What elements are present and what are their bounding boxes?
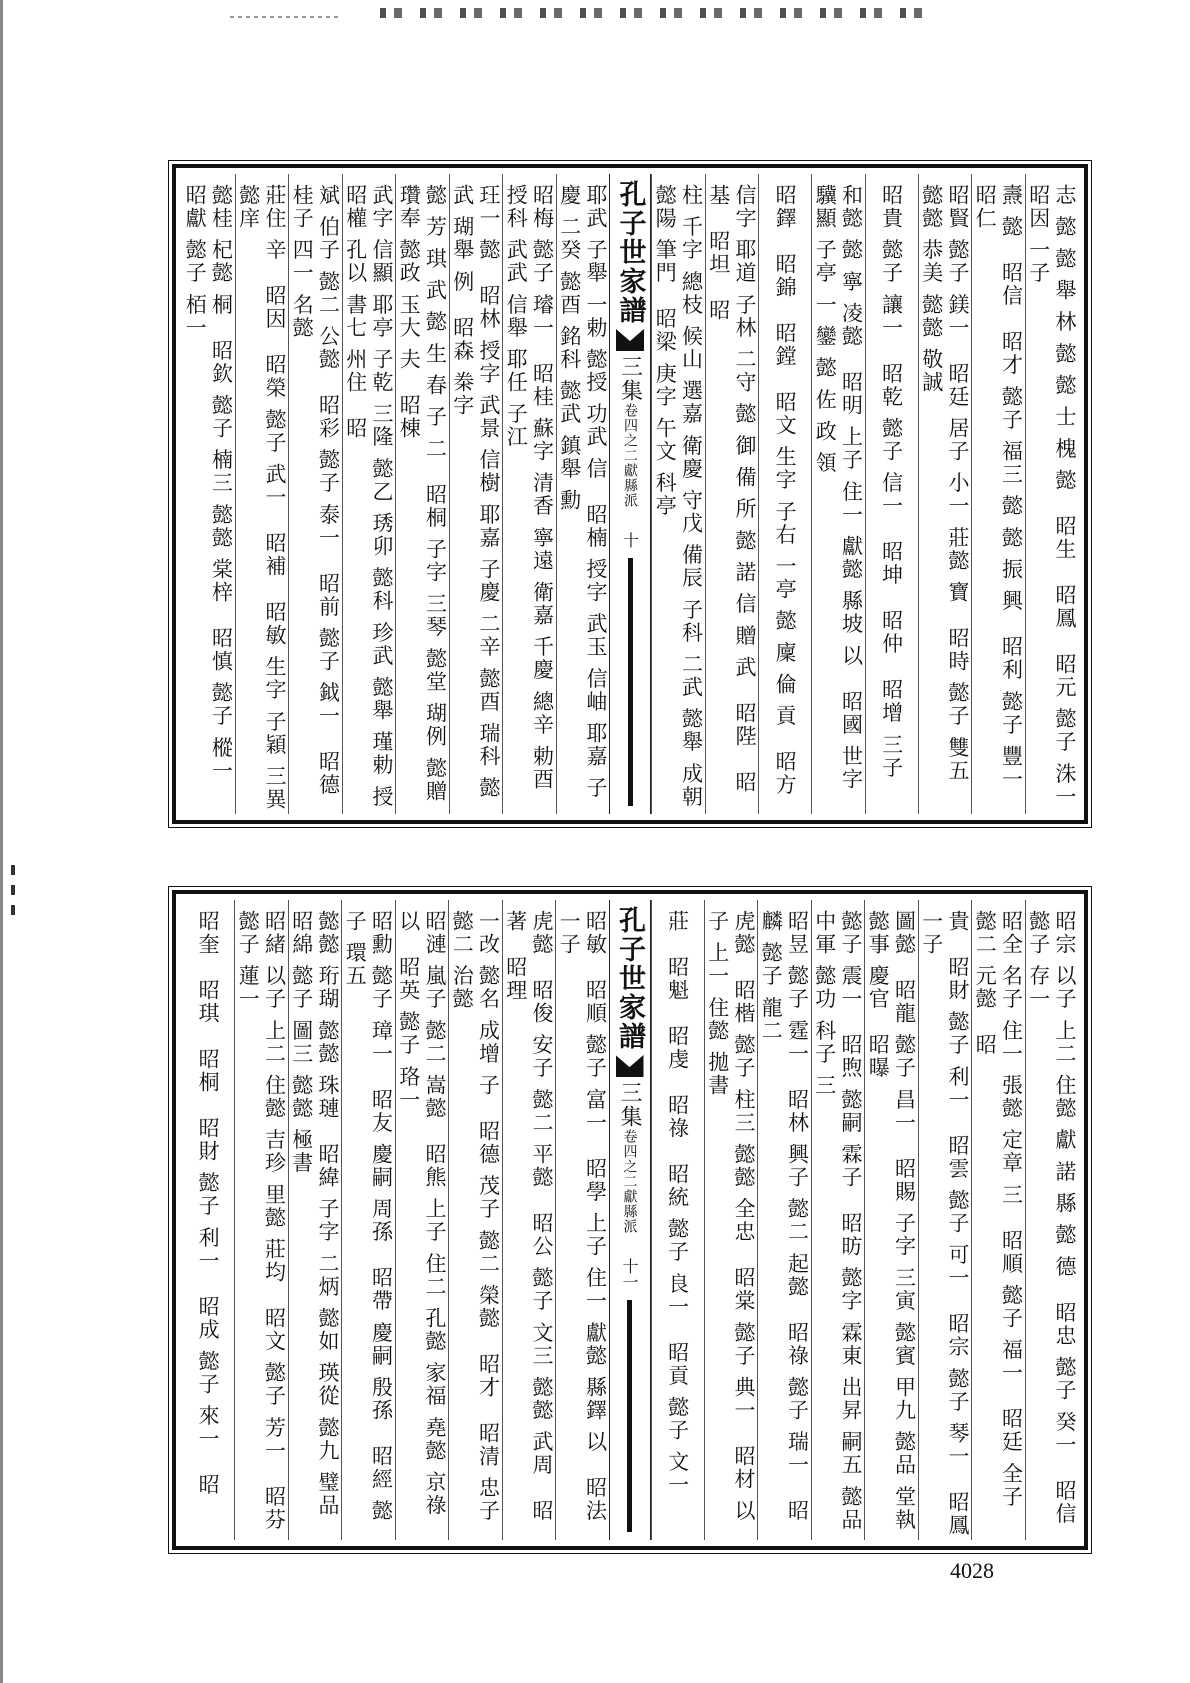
book-title: 孔子世家譜 [614, 906, 645, 1051]
page-number: 4028 [950, 1558, 994, 1583]
column: 一改 懿名 成增 子 昭德 茂子 懿二 榮懿 昭才 昭清 忠子 懿二 治懿 [448, 900, 502, 1540]
column: 昭勳 懿子 璋一 昭友 慶嗣 周孫 昭帶 慶嗣 殷孫 昭經 懿子 環五 [341, 900, 395, 1540]
branch-label: 獻縣派 [622, 463, 638, 508]
column: 昭鐸 昭錦 昭鏜 昭文 生字 子右 一亭 懿 廩 倫 貢 昭方 [758, 174, 811, 814]
column: 昭宗 以子 上二 住懿 獻 諾 縣 懿 德 昭忠 懿子 癸一 昭信 懿子 存一 [1025, 900, 1079, 1540]
column: 圖懿 昭龍 懿子 昌一 昭賜 子字 三寅 懿賓 甲九 懿品 堂執 懿事 慶官 昭曝 [864, 900, 918, 1540]
column: 昭梅 懿子 璿一 昭桂 蘇字 清香 寧遠 衛嘉 千慶 總辛 勅酉 授科 武武 信舉 耶任 子江 [502, 174, 556, 814]
column: 志 懿 懿 舉 林 懿 懿 士 槐 懿 昭生 昭鳳 昭元 懿子 洙一 昭因 一子 [1025, 174, 1079, 814]
column: 昭敏 昭順 懿子 富一 昭學 上子 住一 獻懿 縣鐸 以 昭法 一子 [555, 900, 609, 1540]
column: 昭貴 懿子 讓一 昭乾 懿子 信一 昭坤 昭仲 昭增 三子 [865, 174, 918, 814]
genealogy-page-bottom [172, 890, 1088, 1550]
columns-top [182, 174, 1078, 832]
scan-artifact-top [380, 8, 940, 18]
column: 玨一 懿 昭林 授字 武景 信樹 耶嘉 子慶 二辛 懿酉 瑞科 懿武 瑚舉 例 昭森 桊字 [449, 174, 503, 814]
column: 斌 伯子 懿二 公懿 昭彩 懿子 泰一 昭前 懿子 鉞一 昭德 桂子 四一 名懿 [288, 174, 342, 814]
column: 燾 懿 昭信 昭才 懿子 福三 懿 懿 振 興 昭利 懿子 豐一 昭仁 [971, 174, 1025, 814]
column: 武字 信顯 耶亭 子乾 三隆 懿乙 琇卯 懿科 珍武 懿舉 瑾勅 授 昭權 孔以 書七 州住 昭 [342, 174, 396, 814]
side-binding-mark [10, 865, 16, 919]
column: 和懿 懿 寧 凌懿 昭明 上子 住一 獻懿 縣坡 以 昭國 世字 驥顯 子亭 一 鑾 懿 佐 政 領 [811, 174, 865, 814]
column: 昭奎 昭琪 昭桐 昭財 懿子 利一 昭成 懿子 來一 昭 [196, 910, 221, 1497]
scan-artifact-dash [230, 16, 340, 18]
column: 懿子 震一 昭煦 懿嗣 霖子 昭昉 懿字 霖東 出昇 嗣五 懿品 中軍 懿功 科子 三 [811, 900, 865, 1540]
leaf-number: 十 [620, 532, 640, 548]
center-bar [628, 558, 633, 806]
column: 耶武 子舉 一勅 懿授 功武 信 昭楠 授字 武玉 信岫 耶嘉 子慶 二癸 懿酉 銘科 懿武 鎮舉 勳 [556, 174, 610, 814]
book-title: 孔子世家譜 [614, 180, 646, 325]
columns-bottom [182, 900, 1078, 1546]
center-bar [627, 1300, 632, 1532]
column: 虎懿 昭俊 安子 懿二 平懿 昭公 懿子 文三 懿懿 武周 昭著 昭理 [502, 900, 556, 1540]
column: 虎懿 昭楷 懿子 柱三 懿懿 全忠 昭棠 懿子 典一 昭材 以子 上一 住懿 拋書 [704, 900, 758, 1540]
column: 昭緒 以子 上二 住懿 吉珍 里懿 莊均 昭文 懿子 芳一 昭芬 懿子 蓮一 [234, 900, 288, 1540]
column: 昭賢 懿子 鎂一 昭廷 居子 小一 莊懿 寶 昭時 懿子 雙五 懿懿 恭美 懿懿 敬誠 [918, 174, 972, 814]
center-title-strip [609, 174, 651, 814]
column: 懿桂 杞懿 桐 昭欽 懿子 楠三 懿懿 棠梓 昭慎 懿子 樅一 昭獻 懿子 栢一 [183, 184, 234, 806]
volume-label: 卷四之二 [622, 403, 638, 463]
volume-label: 卷四之二 [621, 1129, 638, 1189]
column: 柱 千字 總枝 候山 選嘉 衛慶 守戊 備辰 子科 二武 懿舉 成朝 懿陽 筆門 昭梁 庚字 午文 科亭 [651, 174, 705, 814]
fish-tail-mark [616, 1055, 644, 1077]
leaf-number: 十一 [620, 1258, 639, 1290]
column: 懿懿 珩瑚 懿懿 珠璉 昭緯 子字 二炳 懿如 瑛從 懿九 璧品 昭綿 懿子 圖三 懿懿 極書 [288, 900, 342, 1540]
collection-label: 三集 [617, 355, 643, 403]
branch-label: 獻縣派 [621, 1189, 638, 1234]
center-title-strip [609, 900, 651, 1540]
column: 信字 耶道 子林 二守 懿 御 備 所 懿 諾 信 贈 武 昭陛 昭基 昭坦 昭 [705, 174, 759, 814]
column: 貴 昭財 懿子 利一 昭雲 懿子 可一 昭宗 懿子 琴一 昭鳳 一子 [918, 900, 972, 1540]
column: 昭昱 懿子 霆一 昭林 興子 懿二 起懿 昭祿 懿子 瑞一 昭麟 懿子 龍二 [757, 900, 811, 1540]
fish-tail-mark [616, 329, 644, 351]
genealogy-page-top [172, 164, 1088, 832]
column: 昭漣 嵐子 懿二 嵩懿 昭熊 上子 住二 孔懿 家福 堯懿 京祿 以 昭英 懿子 珞一 [395, 900, 449, 1540]
column: 莊住 辛 昭因 昭榮 懿子 武一 昭補 昭敏 生字 子穎 三異 懿庠 [235, 174, 289, 814]
collection-label: 三集 [617, 1081, 642, 1129]
column: 昭全 名子 住一 張懿 定章 三 昭順 懿子 福一 昭廷 全子 懿二 元懿 昭 [971, 900, 1025, 1540]
column: 懿 芳 琪 武 懿 生 春 子 二 昭桐 子字 三琴 懿堂 瑚例 懿贈 瓚奉 懿政 玉大 夫 昭棟 [395, 174, 449, 814]
column: 莊 昭魁 昭虔 昭祿 昭統 懿子 良一 昭貢 懿子 文一 [651, 900, 704, 1540]
scan-edge [0, 0, 3, 1683]
